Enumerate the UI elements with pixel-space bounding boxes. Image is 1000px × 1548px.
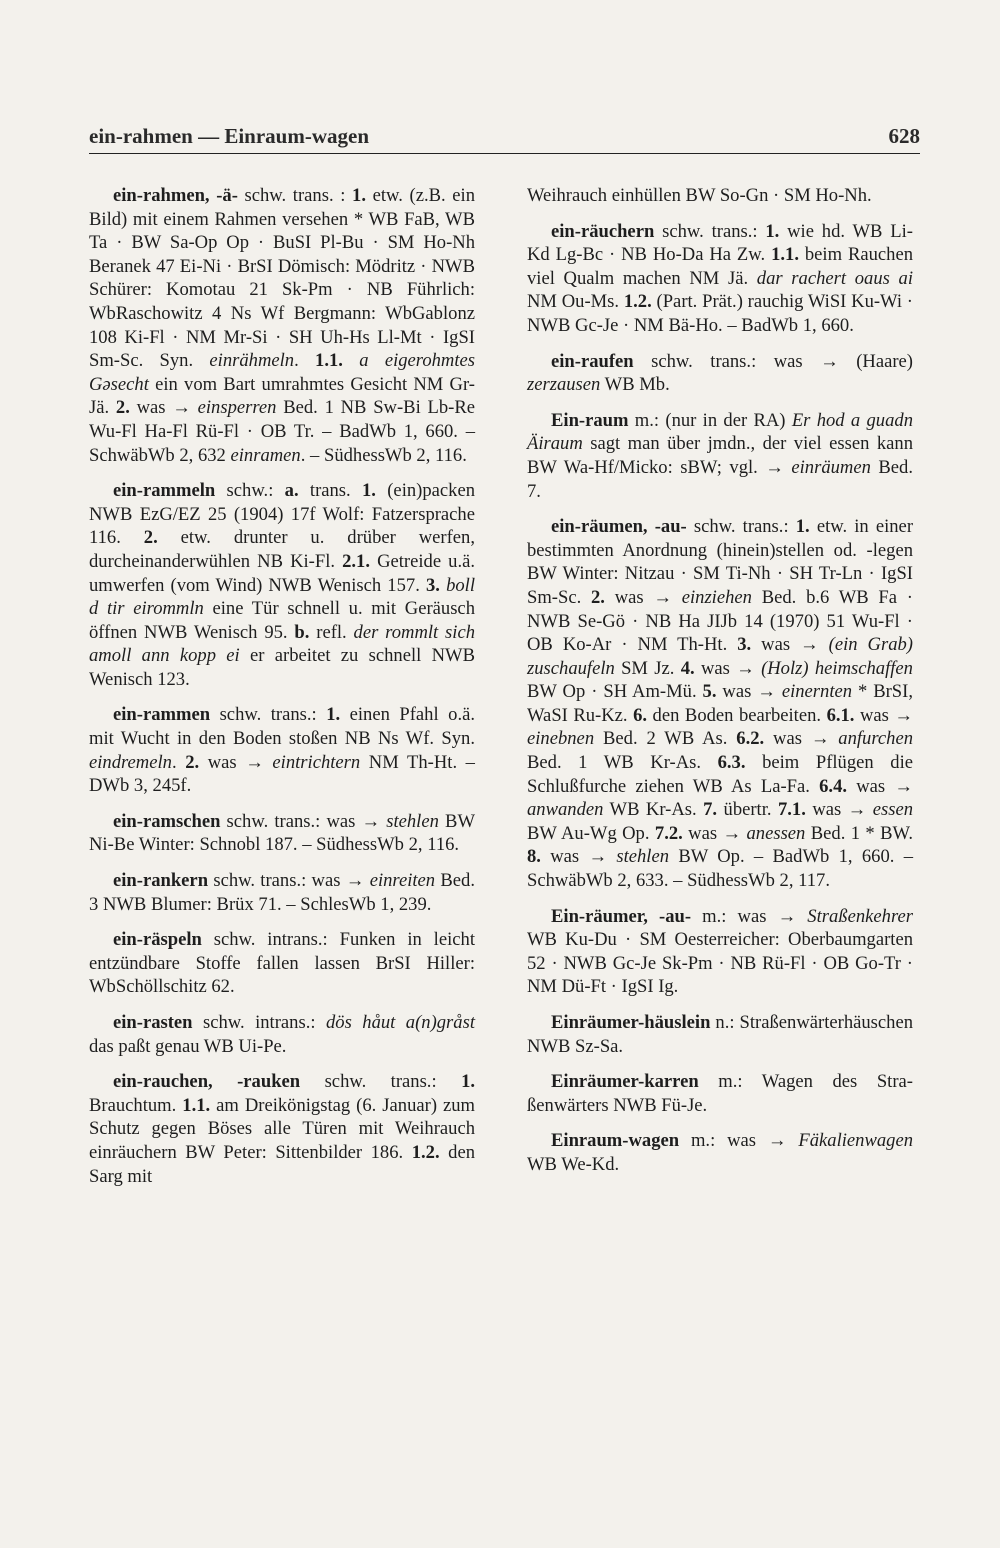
dictionary-entry: ein-rankern schw. trans.: was → einreiten Bed. 3 NWB Blumer: Brüx 71. – SchlesWb 1, 239.	[89, 870, 475, 915]
dictionary-entry: ein-raufen schw. trans.: was → (Haare) zerzausen WB Mb.	[527, 350, 913, 396]
dictionary-entry: Ein-räumer, -au- m.: was → Straßenkehrer WB Ku-Du · SM Oesterreicher: Oberbaumgarten 52 · NWB Gc-Je Sk-Pm · NB Rü-Fl · OB Go-Tr · NM Dü-Ft · IgSI Ig.	[527, 905, 913, 998]
running-header	[89, 124, 920, 154]
dictionary-entry: ein-rahmen, -ä- schw. trans. : 1. etw. (z.B. ein Bild) mit einem Rahmen versehen * WB FaB, WB Ta · BW Sa-Op Op · BuSI Pl-Bu · SM Ho-Nh Beranek 47 Ei-Ni · BrSI Dömisch: Mödritz · NWB Schürer: Komotau 21 Sk-Pm · NB Führlich: WbRaschowitz 4 Ns Wf Bergmann: WbGablonz 108 Ki-Fl · NM Mr-Si · SH Uh-Hs Ll-Mt · IgSI Sm-Sc. Syn. einrähmeln. 1.1. a eigerohmtes Gəsecht ein vom Bart umrahmtes Gesicht NM Gr-Jä. 2. was → einsperren Bed. 1 NB Sw-Bi Lb-Re Wu-Fl Ha-Fl Rü-Fl · OB Tr. – BadWb 1, 660. – SchwäbWb 2, 632 einramen. – SüdhessWb 2, 116.	[89, 185, 476, 466]
right-column	[527, 184, 913, 1189]
left-column	[89, 184, 475, 1200]
dictionary-entry: ein-rauchen, -rauken schw. trans.: 1. Brauchtum. 1.1. am Dreikönigstag (6. Januar) zum Schutz gegen Böses alle Türen mit Weihrauch einräuchern BW Peter: Sittenbilder 186. 1.2. den Sarg mit	[89, 1071, 476, 1187]
dictionary-entry: Ein-raum m.: (nur in der RA) Er hod a guadn Äiraum sagt man über jmdn., der viel essen kann BW Wa-Hf/Micko: sBW; vgl. → einräumen Bed. 7.	[527, 409, 913, 502]
dictionary-entry: Einräumer-häuslein n.: Straßenwärterhäuschen NWB Sz-Sa.	[527, 1012, 913, 1057]
dictionary-entry: Weihrauch einhüllen BW So-Gn · SM Ho-Nh.	[527, 185, 872, 206]
dictionary-entry: Einraum-wagen m.: was → Fäkalienwagen WB We-Kd.	[527, 1130, 913, 1175]
dictionary-entry: ein-räuchern schw. trans.: 1. wie hd. WB Li-Kd Lg-Bc · NB Ho-Da Ha Zw. 1.1. beim Rauchen viel Qualm machen NM Jä. dar rachert oaus ai NM Ou-Ms. 1.2. (Part. Prät.) rauchig WiSI Ku-Wi · NWB Gc-Je · NM Bä-Ho. – BadWb 1, 660.	[527, 220, 914, 336]
header-title: ein-rahmen — Einraum-wagen	[89, 124, 369, 148]
dictionary-entry: ein-rammen schw. trans.: 1. einen Pfahl o.ä. mit Wucht in den Boden stoßen NB Ns Wf. Syn. eindremeln. 2. was → eintrichtern NM Th-Ht. – DWb 3, 245f.	[89, 704, 475, 797]
dictionary-entry: Einräumer-karren m.: Wagen des Straßenwärters NWB Fü-Je.	[527, 1071, 913, 1116]
dictionary-entry: ein-rammeln schw.: a. trans. 1. (ein)packen NWB EzG/EZ 25 (1904) 17f Wolf: Fatzersprache 116. 2. etw. drunter u. drüber werfen, durcheinanderwühlen NB Ki-Fl. 2.1. Getreide u.ä. umwerfen (vom Wind) NWB Wenisch 157. 3. boll d tir eirommln eine Tür schnell u. mit Geräusch öffnen NWB Wenisch 95. b. refl. der rommlt sich amoll ann kopp ei er arbeitet zu schnell NWB Wenisch 123.	[89, 480, 476, 690]
dictionary-entry: ein-rasten schw. intrans.: dös håut a(n)gråst das paßt genau WB Ui-Pe.	[89, 1012, 475, 1057]
page-number: 628	[888, 124, 920, 148]
dictionary-entry: ein-ramschen schw. trans.: was → stehlen BW Ni-Be Winter: Schnobl 187. – SüdhessWb 2, 116.	[89, 810, 475, 856]
dictionary-entry: ein-räspeln schw. intrans.: Funken in leicht entzündbare Stoffe fallen lassen BrSI Hiller: WbSchöllschitz 62.	[89, 929, 475, 998]
dictionary-entry: ein-räumen, -au- schw. trans.: 1. etw. in einer bestimmten Anordnung (hinein)stellen od. -legen BW Winter: Nitzau · SM Ti-Nh · SH Tr-Ln · IgSI Sm-Sc. 2. was → einziehen Bed. b.6 WB Fa · NWB Se-Gö · NB Ha JIJb 14 (1970) 51 Wu-Fl · OB Ko-Ar · NM Th-Ht. 3. was → (ein Grab) zuschaufeln SM Jz. 4. was → (Holz) heimschaffen BW Op · SH Am-Mü. 5. was → einernten * BrSI, WaSI Ru-Kz. 6. den Boden bearbeiten. 6.1. was → einebnen Bed. 2 WB As. 6.2. was → anfurchen Bed. 1 WB Kr-As. 6.3. beim Pflügen die Schlußfurche ziehen WB As La-Fa. 6.4. was → anwanden WB Kr-As. 7. übertr. 7.1. was → essen BW Au-Wg Op. 7.2. was → anessen Bed. 1 * BW. 8. was → stehlen BW Op. – BadWb 1, 660. – SchwäbWb 2, 633. – SüdhessWb 2, 117.	[527, 516, 914, 892]
